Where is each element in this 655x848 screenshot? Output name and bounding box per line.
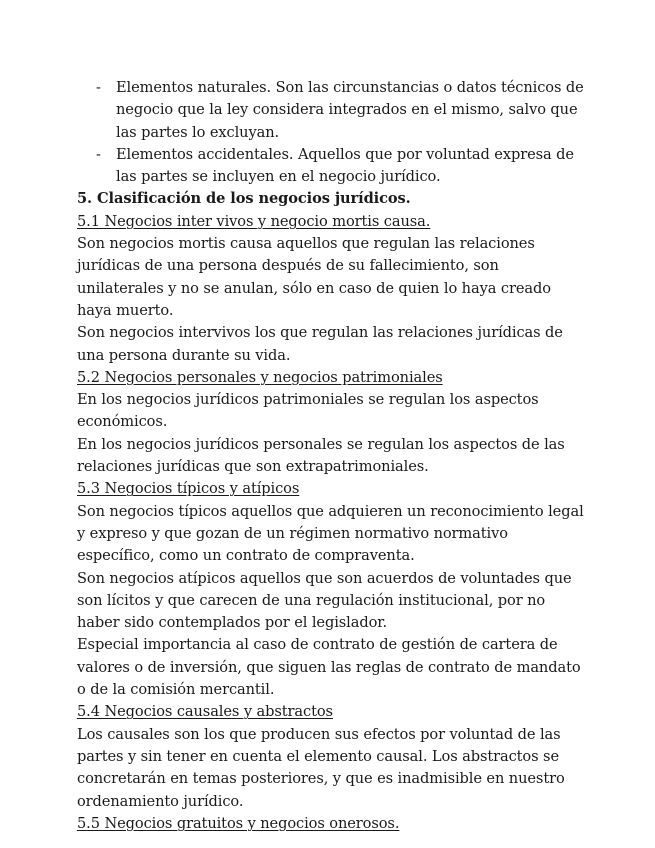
subsection-title: 5.2 Negocios personales y negocios patrimoniales: [77, 368, 443, 386]
list-item: [77, 77, 587, 144]
subsection-title: 5.3 Negocios típicos y atípicos: [77, 480, 300, 498]
subsection-title: 5.1 Negocios inter vivos y negocio mortis causa.: [77, 212, 431, 230]
list-item-text: Elementos naturales. Son las circunstancias o datos técnicos de negocio que la ley considera integrados en el mismo, salvo que las partes lo excluyan.: [116, 79, 584, 141]
paragraph: En los negocios jurídicos patrimoniales se regulan los aspectos económicos.: [77, 391, 539, 431]
bullet-dash: -: [96, 145, 101, 163]
paragraph: Son negocios atípicos aquellos que son acuerdos de voluntades que son lícitos y que carecen de una regulación institucional, por no haber sido contemplados por el legislador.: [77, 569, 572, 632]
paragraph: Los causales son los que producen sus efectos por voluntad de las partes y sin tener en cuenta el elemento causal. Los abstractos se concretarán en temas posteriores, y que es inadmisible en nuestro ordenamiento jurídico.: [77, 725, 565, 810]
subsection-title: 5.5 Negocios gratuitos y negocios onerosos.: [77, 814, 400, 832]
section-heading: 5. Clasificación de los negocios jurídicos.: [77, 190, 411, 208]
subsection-title: 5.4 Negocios causales y abstractos: [77, 703, 333, 721]
paragraph: Especial importancia al caso de contrato de gestión de cartera de valores o de inversión, que siguen las reglas de contrato de mandato o de la comisión mercantil.: [77, 636, 581, 699]
bullet-dash: -: [96, 79, 101, 96]
list-item: [77, 144, 587, 189]
paragraph: En los negocios jurídicos personales se regulan los aspectos de las relaciones jurídicas que son extrapatrimoniales.: [77, 435, 565, 476]
list-item-text: Elementos accidentales. Aquellos que por voluntad expresa de las partes se incluyen en el negocio jurídico.: [116, 145, 574, 186]
paragraph: Son negocios mortis causa aquellos que regulan las relaciones jurídicas de una persona después de su fallecimiento, son unilaterales y no se anulan, sólo en caso de quien lo haya creado haya muerto.: [77, 235, 551, 319]
document-page: [77, 77, 587, 835]
paragraph: Son negocios típicos aquellos que adquieren un reconocimiento legal y expreso y que gozan de un régimen normativo normativo específico, como un contrato de compraventa.: [77, 502, 584, 565]
paragraph: Son negocios intervivos los que regulan las relaciones jurídicas de una persona durante su vida.: [77, 324, 563, 364]
elements-list: [77, 77, 587, 188]
